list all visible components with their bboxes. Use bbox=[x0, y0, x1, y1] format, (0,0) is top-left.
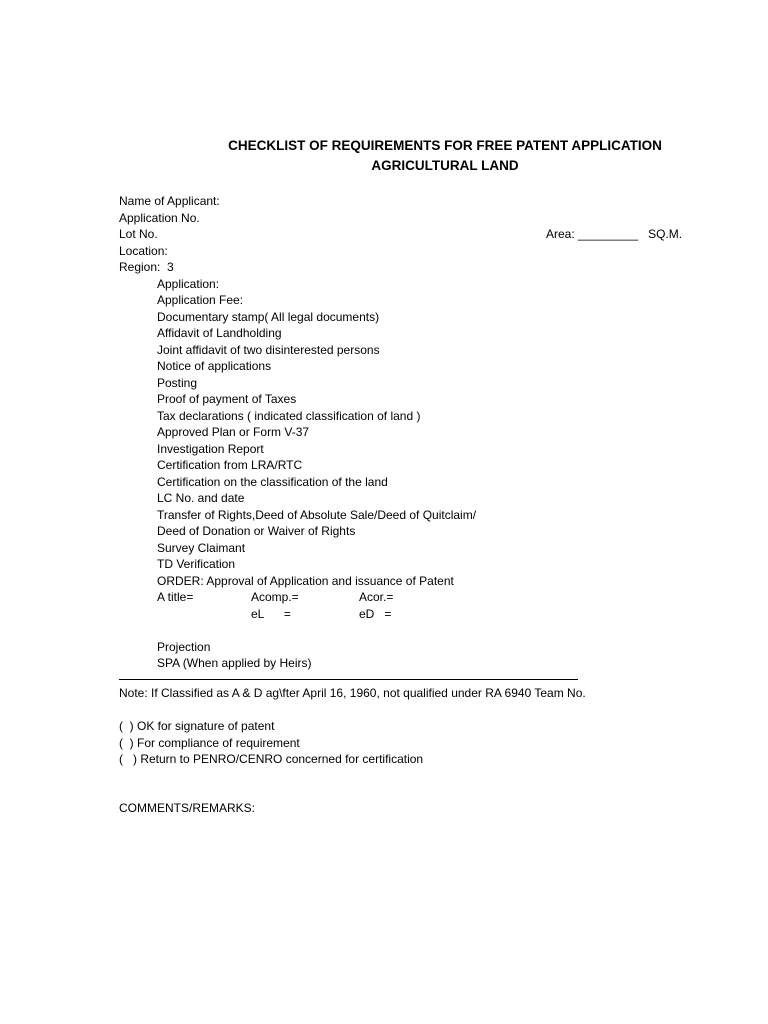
comments-remarks-label: COMMENTS/REMARKS: bbox=[119, 801, 256, 815]
requirement-item: Proof of payment of Taxes bbox=[157, 392, 297, 406]
spa-label: SPA (When applied by Heirs) bbox=[157, 656, 312, 670]
requirement-item: Application Fee: bbox=[157, 293, 244, 307]
document-title: CHECKLIST OF REQUIREMENTS FOR FREE PATENT APPLICATION bbox=[228, 138, 662, 153]
requirement-item: Tax declarations ( indicated classification of land ) bbox=[157, 409, 421, 423]
formula-ed: eD = bbox=[359, 607, 392, 621]
requirement-item: TD Verification bbox=[157, 557, 236, 571]
requirement-item: Joint affidavit of two disinterested persons bbox=[157, 343, 380, 357]
classification-note: Note: If Classified as A & D ag\fter April 16, 1960, not qualified under RA 6940 Team No. bbox=[119, 686, 586, 700]
requirement-item: Notice of applications bbox=[157, 359, 272, 373]
requirement-item: Deed of Donation or Waiver of Rights bbox=[157, 524, 356, 538]
option-compliance: ( ) For compliance of requirement bbox=[119, 736, 300, 750]
requirement-item: ORDER: Approval of Application and issuance of Patent bbox=[157, 574, 454, 588]
projection-label: Projection bbox=[157, 640, 211, 654]
requirement-item: Application: bbox=[157, 277, 220, 291]
requirement-item: Transfer of Rights,Deed of Absolute Sale/Deed of Quitclaim/ bbox=[157, 508, 477, 522]
requirement-item: LC No. and date bbox=[157, 491, 245, 505]
requirement-item: Documentary stamp( All legal documents) bbox=[157, 310, 380, 324]
requirement-item: Certification on the classification of the land bbox=[157, 475, 388, 489]
name-of-applicant-label: Name of Applicant: bbox=[119, 194, 220, 208]
location-label: Location: bbox=[119, 244, 168, 258]
requirement-item: Certification from LRA/RTC bbox=[157, 458, 303, 472]
option-return-penro: ( ) Return to PENRO/CENRO concerned for certification bbox=[119, 752, 424, 766]
divider-line bbox=[119, 679, 578, 680]
option-ok-signature: ( ) OK for signature of patent bbox=[119, 719, 275, 733]
requirement-item: Survey Claimant bbox=[157, 541, 246, 555]
lot-no-label: Lot No. bbox=[119, 227, 158, 241]
area-field: Area: _________ SQ.M. bbox=[546, 227, 683, 241]
requirement-item: Investigation Report bbox=[157, 442, 264, 456]
formula-a-title: A title= bbox=[157, 590, 194, 604]
application-no-label: Application No. bbox=[119, 211, 200, 225]
formula-el: eL = bbox=[251, 607, 291, 621]
formula-acor: Acor.= bbox=[359, 590, 394, 604]
region-label: Region: 3 bbox=[119, 260, 174, 274]
formula-acomp: Acomp.= bbox=[251, 590, 299, 604]
requirement-item: Posting bbox=[157, 376, 198, 390]
document-subtitle: AGRICULTURAL LAND bbox=[371, 158, 519, 173]
requirement-item: Affidavit of Landholding bbox=[157, 326, 282, 340]
requirement-item: Approved Plan or Form V-37 bbox=[157, 425, 310, 439]
